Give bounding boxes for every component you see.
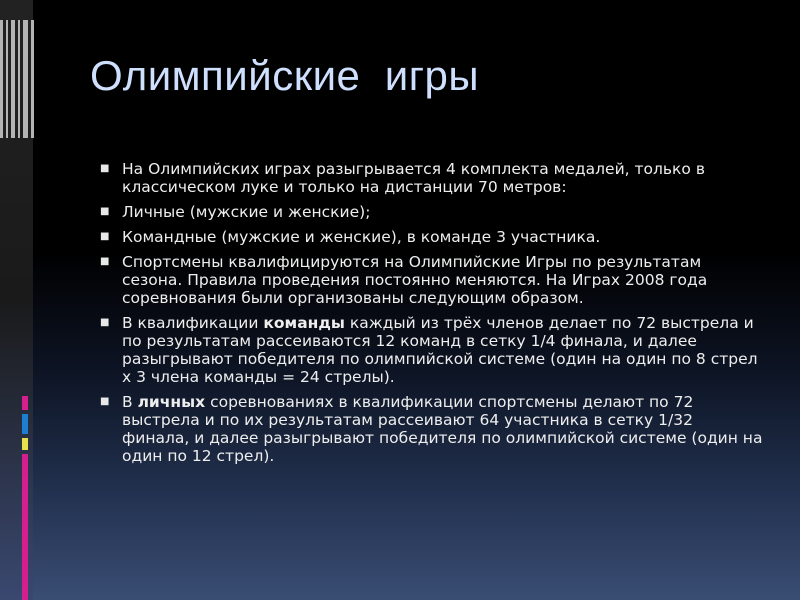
accent-segment-blue [22,414,28,434]
accent-segment-pink [22,454,28,600]
square-bullet-icon: ■ [100,231,110,242]
bullet-text-before: В квалификации [122,314,264,332]
square-bullet-icon: ■ [100,256,110,267]
bullet-item [100,228,765,246]
title-decor-bars [0,20,36,138]
accent-decor-bars [22,396,30,600]
bullet-text: Командные (мужские и женские), в команде 3 участника. [122,228,601,246]
bullet-text-bold: личных [137,393,206,411]
square-bullet-icon: ■ [100,206,110,217]
bullet-text-bold: команды [263,314,345,332]
decor-bar [23,20,28,138]
square-bullet-icon: ■ [100,396,110,407]
bullet-text-after: соревнованиях в квалификации спортсмены делают по 72 выстрела и по их результатам рассеивают 64 участника в сетку 1/32 финала, и далее разыгрывают победителя по олимпийской системе (один на один по 12 стрел). [122,393,763,465]
bullet-item [100,160,765,196]
bullet-item [100,253,765,307]
bullet-text: На Олимпийских играх разыгрывается 4 комплекта медалей, только в классическом луке и только на дистанции 70 метров: [122,160,705,196]
square-bullet-icon: ■ [100,163,110,174]
bullet-text: Личные (мужские и женские); [122,203,371,221]
bullet-text: Спортсмены квалифицируются на Олимпийские Игры по результатам сезона. Правила проведения постоянно меняются. На Играх 2008 года соревнования были организованы следующим образом. [122,253,708,307]
bullet-text-after: каждый из трёх членов делает по 72 выстрела и по результатам рассеиваются 12 команд в сетку 1/4 финала, и далее разыгрывают победителя по олимпийской системе (один на один по 8 стрел x 3 члена команды = 24 стрелы). [122,314,758,386]
decor-bar [31,20,34,138]
accent-segment-yellow [22,438,28,450]
accent-segment-pink [22,396,28,410]
decor-bar [6,20,8,138]
decor-bar [0,20,3,138]
decor-bar [18,20,20,138]
bullet-list [100,160,765,472]
decor-bar [11,20,15,138]
bullet-item [100,314,765,386]
bullet-item [100,393,765,465]
bullet-text-before: В [122,393,138,411]
bullet-item [100,203,765,221]
slide-title: Олимпийские игры [90,52,480,99]
square-bullet-icon: ■ [100,317,110,328]
